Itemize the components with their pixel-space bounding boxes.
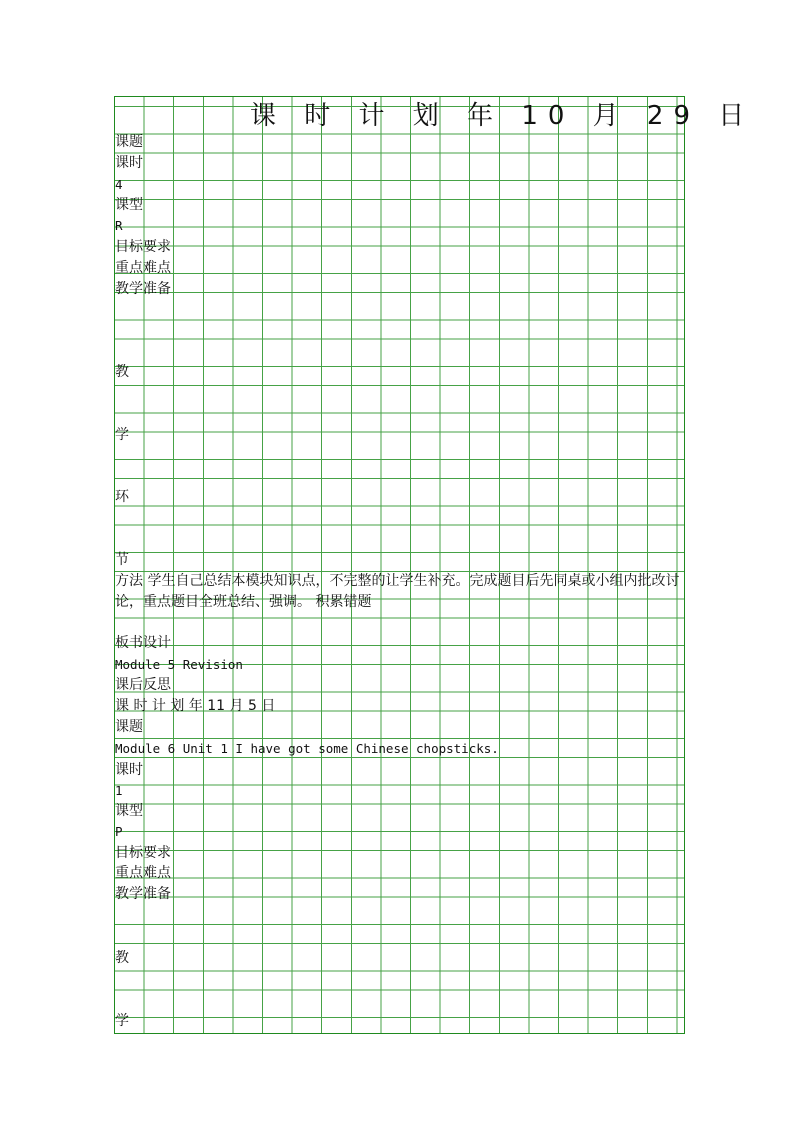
- period-label: 课时: [115, 155, 143, 171]
- topic-label: 课题: [115, 719, 143, 735]
- type-value: P: [115, 824, 123, 839]
- keypoints-label: 重点难点: [115, 865, 171, 881]
- period-label: 课时: [115, 762, 143, 778]
- board-value: Module 5 Revision: [115, 657, 243, 672]
- steps-char: 环: [115, 489, 129, 505]
- topic-value: Module 6 Unit 1 I have got some Chinese chopsticks.: [115, 741, 499, 756]
- method-text: 方法 学生自己总结本模块知识点，不完整的让学生补充。完成题目后先同桌或小组内批改讨论，重点题目全班总结、强调。 积累错题: [115, 573, 680, 610]
- goals-label: 目标要求: [115, 239, 171, 255]
- topic-label: 课题: [115, 134, 143, 150]
- steps-char: 节: [115, 552, 129, 568]
- keypoints-label: 重点难点: [115, 260, 171, 276]
- period-value: 1: [115, 783, 123, 798]
- prep-label: 教学准备: [115, 281, 171, 297]
- grid-paper: [114, 96, 685, 1034]
- steps-char: 学: [115, 1013, 129, 1029]
- steps-char: 学: [115, 427, 129, 443]
- prep-label: 教学准备: [115, 886, 171, 902]
- steps-char: 教: [115, 364, 129, 380]
- board-label: 板书设计: [115, 635, 171, 651]
- steps-char: 教: [115, 950, 129, 966]
- type-label: 课型: [115, 803, 143, 819]
- reflection-label: 课后反思: [115, 677, 171, 693]
- period-value: 4: [115, 177, 123, 192]
- type-label: 课型: [115, 197, 143, 213]
- type-value: R: [115, 218, 123, 233]
- page-title: 课 时 计 划 年 10 月 29 日: [250, 101, 755, 131]
- plan-header: 课 时 计 划 年 11 月 5 日: [115, 698, 276, 714]
- goals-label: 目标要求: [115, 845, 171, 861]
